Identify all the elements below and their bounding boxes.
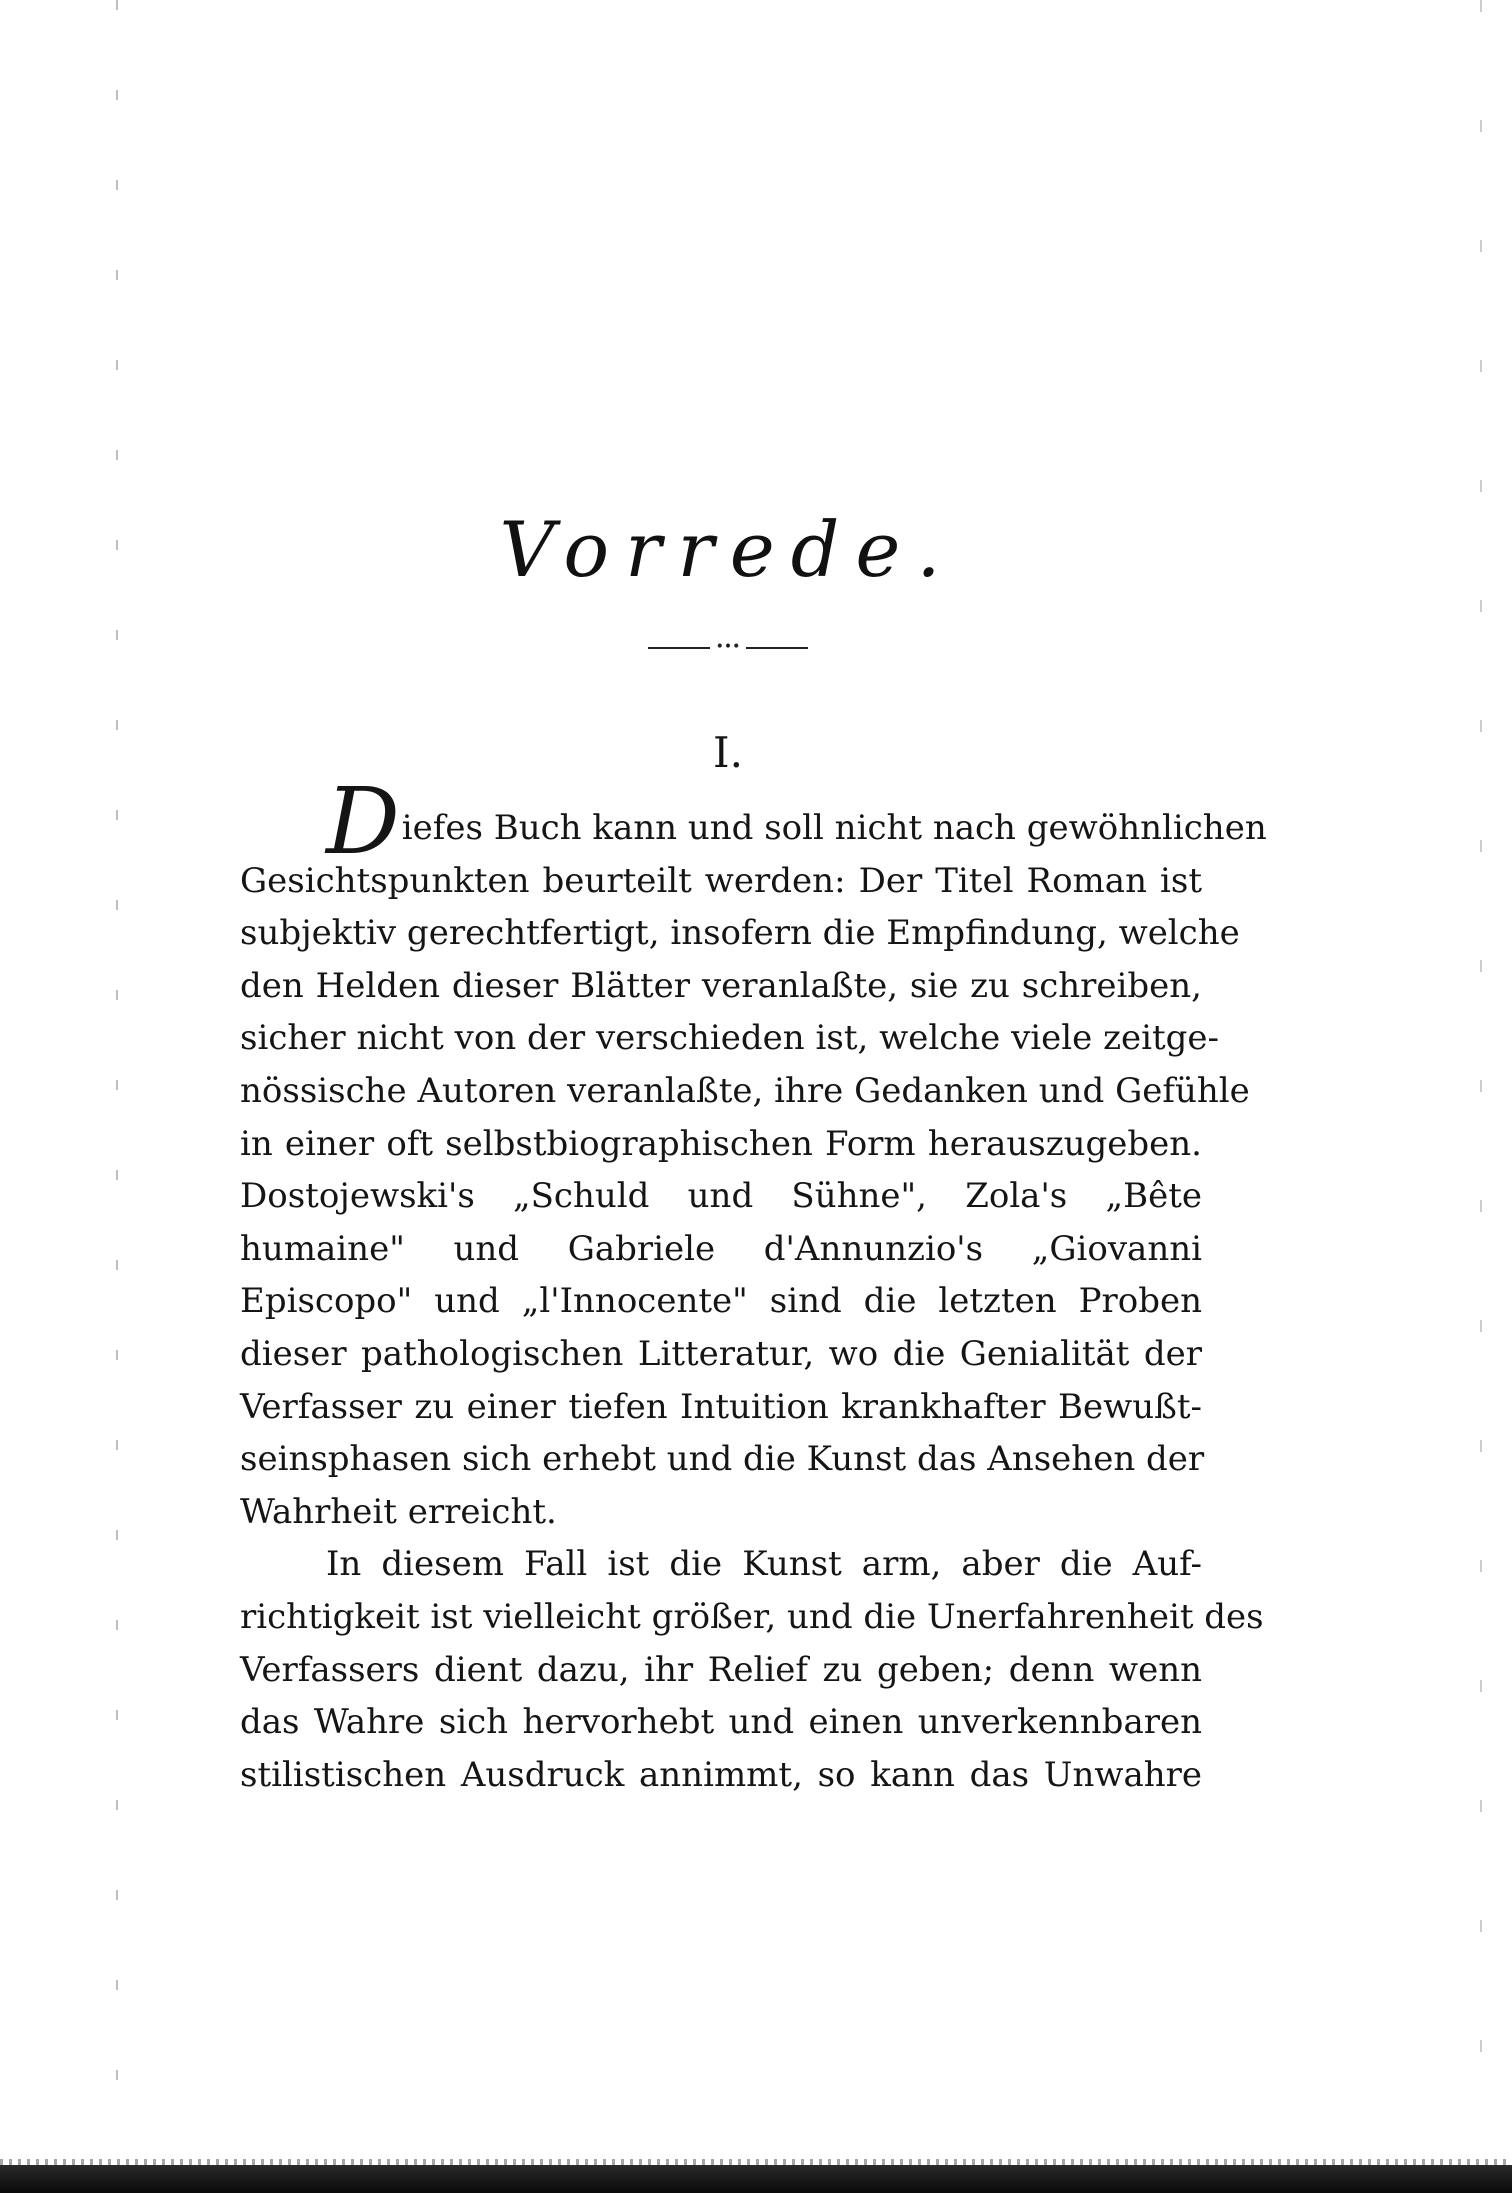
section-number: I.: [713, 728, 743, 777]
text-line: [240, 768, 1267, 875]
text-line: das Wahre sich hervorhebt und einen unverkennbaren: [240, 1702, 1202, 1743]
text-line: seinsphasen sich erhebt und die Kunst das Ansehen der: [240, 1439, 1205, 1480]
text-line: Verfassers dient dazu, ihr Relief zu geben; denn wenn: [240, 1649, 1202, 1690]
ornament-line-right: [746, 647, 808, 649]
text-line: humaine" und Gabriele d'Annunzio's „Giovanni: [240, 1228, 1202, 1269]
text-line: den Helden dieser Blätter veranlaßte, sie zu schreiben,: [240, 965, 1202, 1006]
text-line: Dostojewski's „Schuld und Sühne", Zola's „Bête: [240, 1176, 1202, 1217]
text-line: nössische Autoren veranlaßte, ihre Gedanken und Gefühle: [240, 1070, 1250, 1111]
title-ornament: [648, 639, 808, 655]
text-line: subjektiv gerechtfertigt, insofern die Empfindung, welche: [240, 913, 1240, 954]
page-title: Vorrede.: [499, 505, 957, 594]
text-line: Verfasser zu einer tiefen Intuition krankhafter Bewußt-: [240, 1386, 1202, 1427]
text-line-content: iefes Buch kann und soll nicht nach gewöhnlichen: [401, 808, 1267, 848]
text-line: In diesem Fall ist die Kunst arm, aber die Auf-: [326, 1544, 1202, 1585]
drop-cap: D: [326, 768, 400, 875]
paragraph-2: [240, 1538, 1264, 1801]
paragraph-1: [240, 768, 1267, 1538]
text-line: dieser pathologischen Litteratur, wo die Genialität der: [240, 1333, 1202, 1374]
text-line: sicher nicht von der verschieden ist, welche viele zeitge-: [240, 1018, 1220, 1059]
ornament-dots: •••: [715, 639, 741, 655]
scan-edge-right: [1480, 0, 1482, 2120]
text-line: stilistischen Ausdruck annimmt, so kann das Unwahre: [240, 1754, 1202, 1795]
scan-edge-left: [116, 0, 118, 2120]
text-line: in einer oft selbstbiographischen Form herauszugeben.: [240, 1123, 1202, 1164]
ornament-line-left: [648, 647, 710, 649]
text-line: richtigkeit ist vielleicht größer, und die Unerfahrenheit des: [240, 1596, 1264, 1637]
text-line: Wahrheit erreicht.: [240, 1491, 557, 1532]
text-line: Episcopo" und „l'Innocente" sind die letzten Proben: [240, 1281, 1202, 1322]
body-text: [240, 768, 1267, 1801]
text-line: Gesichtspunkten beurteilt werden: Der Titel Roman ist: [240, 860, 1202, 901]
scan-bottom-edge: [0, 2165, 1512, 2193]
